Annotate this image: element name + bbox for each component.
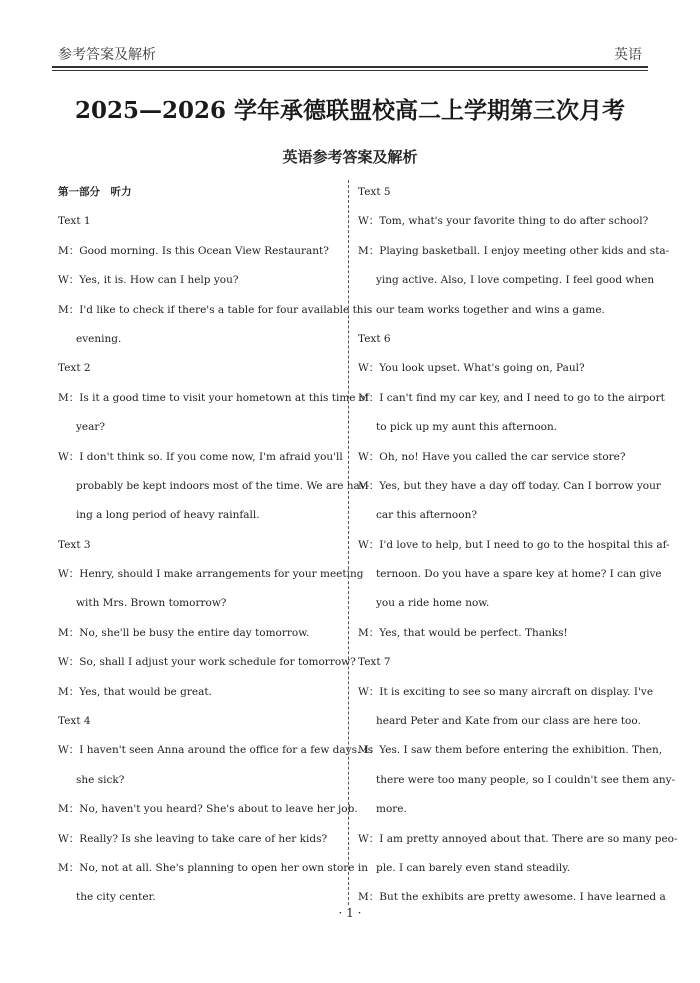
dialogue-line: M：I'd like to check if there's a table for four available this xyxy=(58,303,373,316)
dialogue-line: M：Good morning. Is this Ocean View Restaurant? xyxy=(58,244,329,257)
page-number: · 1 · xyxy=(338,906,362,920)
dialogue-line: M：I can't find my car key, and I need to go to the airport xyxy=(358,391,665,404)
dialogue-line-cont: the city center. xyxy=(76,891,156,904)
text-label: Text 1 xyxy=(58,215,91,228)
header-rule-thin xyxy=(52,70,648,71)
dialogue-line-cont: ying active. Also, I love competing. I feel good when xyxy=(376,274,655,287)
dialogue-line-cont: our team works together and wins a game. xyxy=(376,303,605,316)
dialogue-line-cont: ing a long period of heavy rainfall. xyxy=(76,509,260,522)
dialogue-line-cont: car this afternoon? xyxy=(376,509,477,522)
text-label: Text 7 xyxy=(358,656,391,669)
dialogue-line: W：I don't think so. If you come now, I'm afraid you'll xyxy=(58,450,343,463)
dialogue-line: W：Henry, should I make arrangements for your meeting xyxy=(58,568,364,581)
dialogue-line-cont: there were too many people, so I couldn't see them any- xyxy=(376,773,676,786)
text-label: Text 3 xyxy=(58,538,91,551)
text-label: Text 2 xyxy=(58,362,91,375)
dialogue-line: M：No, not at all. She's planning to open her own store in xyxy=(58,861,368,874)
dialogue-line-cont: ternoon. Do you have a spare key at home? I can give xyxy=(376,568,662,581)
dialogue-line: M：But the exhibits are pretty awesome. I have learned a xyxy=(358,891,666,904)
header-right: 英语 xyxy=(614,47,642,63)
dialogue-line: W：Really? Is she leaving to take care of her kids? xyxy=(58,832,328,845)
dialogue-line-cont: with Mrs. Brown tomorrow? xyxy=(76,597,227,610)
right-column xyxy=(358,182,678,917)
dialogue-line-cont: more. xyxy=(376,803,407,816)
page-title: 2025—2026 学年承德联盟校高二上学期第三次月考 xyxy=(74,97,626,124)
dialogue-line: M：No, haven't you heard? She's about to leave her job. xyxy=(58,803,358,816)
dialogue-line-cont: you a ride home now. xyxy=(376,597,490,610)
dialogue-line: W：I am pretty annoyed about that. There are so many peo- xyxy=(358,832,678,845)
text-label: Text 6 xyxy=(358,332,391,345)
dialogue-line-cont: year? xyxy=(76,421,106,434)
dialogue-line: M：Yes. I saw them before entering the exhibition. Then, xyxy=(358,744,663,757)
dialogue-line: M：Is it a good time to visit your hometown at this time of xyxy=(58,391,370,404)
dialogue-line: M：Yes, that would be perfect. Thanks! xyxy=(358,626,568,639)
dialogue-line: M：No, she'll be busy the entire day tomorrow. xyxy=(58,626,310,639)
dialogue-line: M：Yes, but they have a day off today. Can I borrow your xyxy=(358,479,661,492)
header-left: 参考答案及解析 xyxy=(58,47,156,63)
dialogue-line-cont: to pick up my aunt this afternoon. xyxy=(376,421,558,434)
left-column xyxy=(58,182,374,917)
dialogue-line-cont: heard Peter and Kate from our class are here too. xyxy=(376,715,641,728)
dialogue-line-cont: evening. xyxy=(76,332,122,345)
column-divider xyxy=(348,180,349,905)
dialogue-line-cont: probably be kept indoors most of the time. We are hav- xyxy=(76,479,370,492)
dialogue-line: W：Yes, it is. How can I help you? xyxy=(58,274,239,287)
dialogue-line: M：Playing basketball. I enjoy meeting other kids and sta- xyxy=(358,244,670,257)
dialogue-line: W：Tom, what's your favorite thing to do after school? xyxy=(358,215,649,228)
dialogue-line: M：Yes, that would be great. xyxy=(58,685,212,698)
section-heading: 第一部分 听力 xyxy=(58,186,132,198)
text-label: Text 4 xyxy=(58,715,91,728)
header-rule-thick xyxy=(52,66,648,68)
text-label: Text 5 xyxy=(358,186,391,198)
dialogue-line: W：So, shall I adjust your work schedule for tomorrow? xyxy=(58,656,356,669)
dialogue-line: W：It is exciting to see so many aircraft on display. I've xyxy=(358,685,654,698)
dialogue-line-cont: she sick? xyxy=(76,773,125,786)
page-subtitle: 英语参考答案及解析 xyxy=(282,148,418,166)
dialogue-line: W：I'd love to help, but I need to go to the hospital this af- xyxy=(358,538,670,551)
dialogue-line: W：You look upset. What's going on, Paul? xyxy=(358,362,585,375)
dialogue-line-cont: ple. I can barely even stand steadily. xyxy=(376,861,571,874)
dialogue-line: W：I haven't seen Anna around the office for a few days. Is xyxy=(58,744,374,757)
dialogue-line: W：Oh, no! Have you called the car service store? xyxy=(358,450,626,463)
